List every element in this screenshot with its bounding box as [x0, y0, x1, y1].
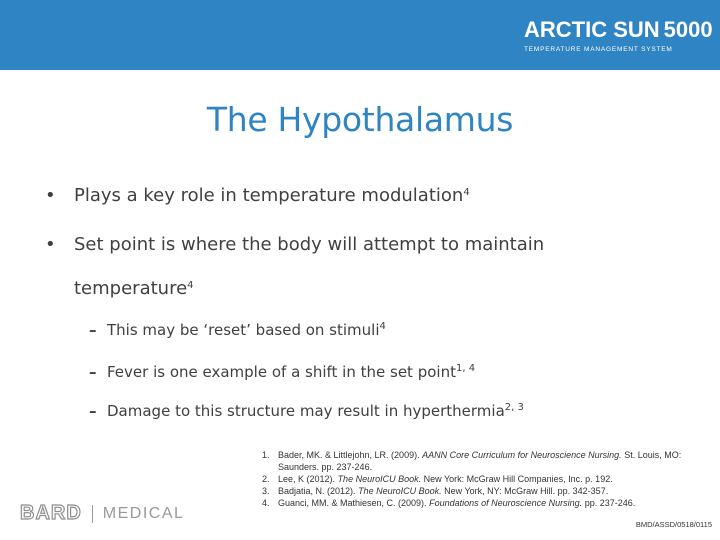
- reference-author: Bader, MK. & Littlejohn, LR. (2009).: [278, 450, 420, 460]
- citation-sup: 4: [379, 321, 386, 332]
- arctic-sun-logo: [524, 16, 713, 58]
- sub-bullet-dash: –: [89, 321, 97, 339]
- sub-bullet-dash: –: [89, 363, 97, 381]
- reference-title: Foundations of Neuroscience Nursing.: [429, 498, 583, 508]
- sub-bullet-item: [89, 402, 524, 420]
- reference-publisher: New York: McGraw Hill Companies, Inc. p. 192.: [423, 474, 613, 484]
- reference-publisher: pp. 237-246.: [584, 498, 636, 508]
- bullet-text: Plays a key role in temperature modulation: [74, 185, 464, 206]
- sub-bullet-text: Fever is one example of a shift in the set point: [107, 363, 456, 381]
- reference-number: 1.: [262, 450, 270, 460]
- logo-word-left: ARCTIC SUN: [524, 17, 660, 42]
- reference-item: [262, 485, 712, 497]
- reference-item: [262, 497, 712, 509]
- reference-author: Lee, K (2012).: [278, 474, 336, 484]
- sub-bullet-text: This may be ‘reset’ based on stimuli: [107, 321, 380, 339]
- reference-author: Guanci, MM. & Mathiesen, C. (2009).: [278, 498, 427, 508]
- reference-author: Badjatia, N. (2012).: [278, 486, 356, 496]
- logo-divider: [92, 505, 93, 523]
- bullet-dot: •: [45, 234, 56, 255]
- sub-bullet-text: Damage to this structure may result in hyperthermia: [107, 402, 505, 420]
- reference-list: [262, 449, 712, 509]
- sub-bullet-dash: –: [89, 402, 97, 420]
- bard-wordmark: BARD: [20, 502, 82, 524]
- reference-number: 3.: [262, 486, 270, 496]
- reference-title: AANN Core Curriculum for Neuroscience Nursing.: [422, 450, 622, 460]
- sub-bullet-item: [89, 321, 386, 339]
- reference-publisher: New York, NY: McGraw Hill. pp. 342-357.: [444, 486, 609, 496]
- citation-sup: 4: [463, 187, 470, 198]
- medical-wordmark: MEDICAL: [102, 504, 185, 522]
- logo-subtitle: TEMPERATURE MANAGEMENT SYSTEM: [524, 46, 673, 53]
- bullet-item-continuation: [74, 278, 194, 299]
- reference-number: 2.: [262, 474, 270, 484]
- citation-sup: 2, 3: [504, 402, 524, 413]
- reference-title: The NeuroICU Book.: [337, 474, 422, 484]
- header-band: [0, 0, 720, 70]
- bullet-text: Set point is where the body will attempt to maintain: [74, 234, 545, 255]
- logo-word-right: 5000: [663, 17, 713, 42]
- bullet-item: [45, 234, 545, 255]
- slide-title: The Hypothalamus: [206, 100, 514, 139]
- citation-sup: 4: [187, 280, 194, 291]
- reference-item: [262, 473, 712, 485]
- sub-bullet-item: [89, 363, 476, 381]
- reference-item: [262, 449, 712, 473]
- bullet-dot: •: [45, 185, 56, 206]
- citation-sup: 1, 4: [455, 363, 476, 374]
- document-code: BMD/ASSD/0518/0115: [635, 520, 712, 529]
- reference-number: 4.: [262, 498, 270, 508]
- bullet-item: [45, 185, 470, 206]
- bard-medical-logo: [20, 502, 184, 525]
- reference-publisher: St. Louis, MO: Saunders. pp. 237-246.: [278, 450, 682, 472]
- reference-title: The NeuroICU Book.: [358, 486, 442, 496]
- bullet-text: temperature: [74, 278, 188, 299]
